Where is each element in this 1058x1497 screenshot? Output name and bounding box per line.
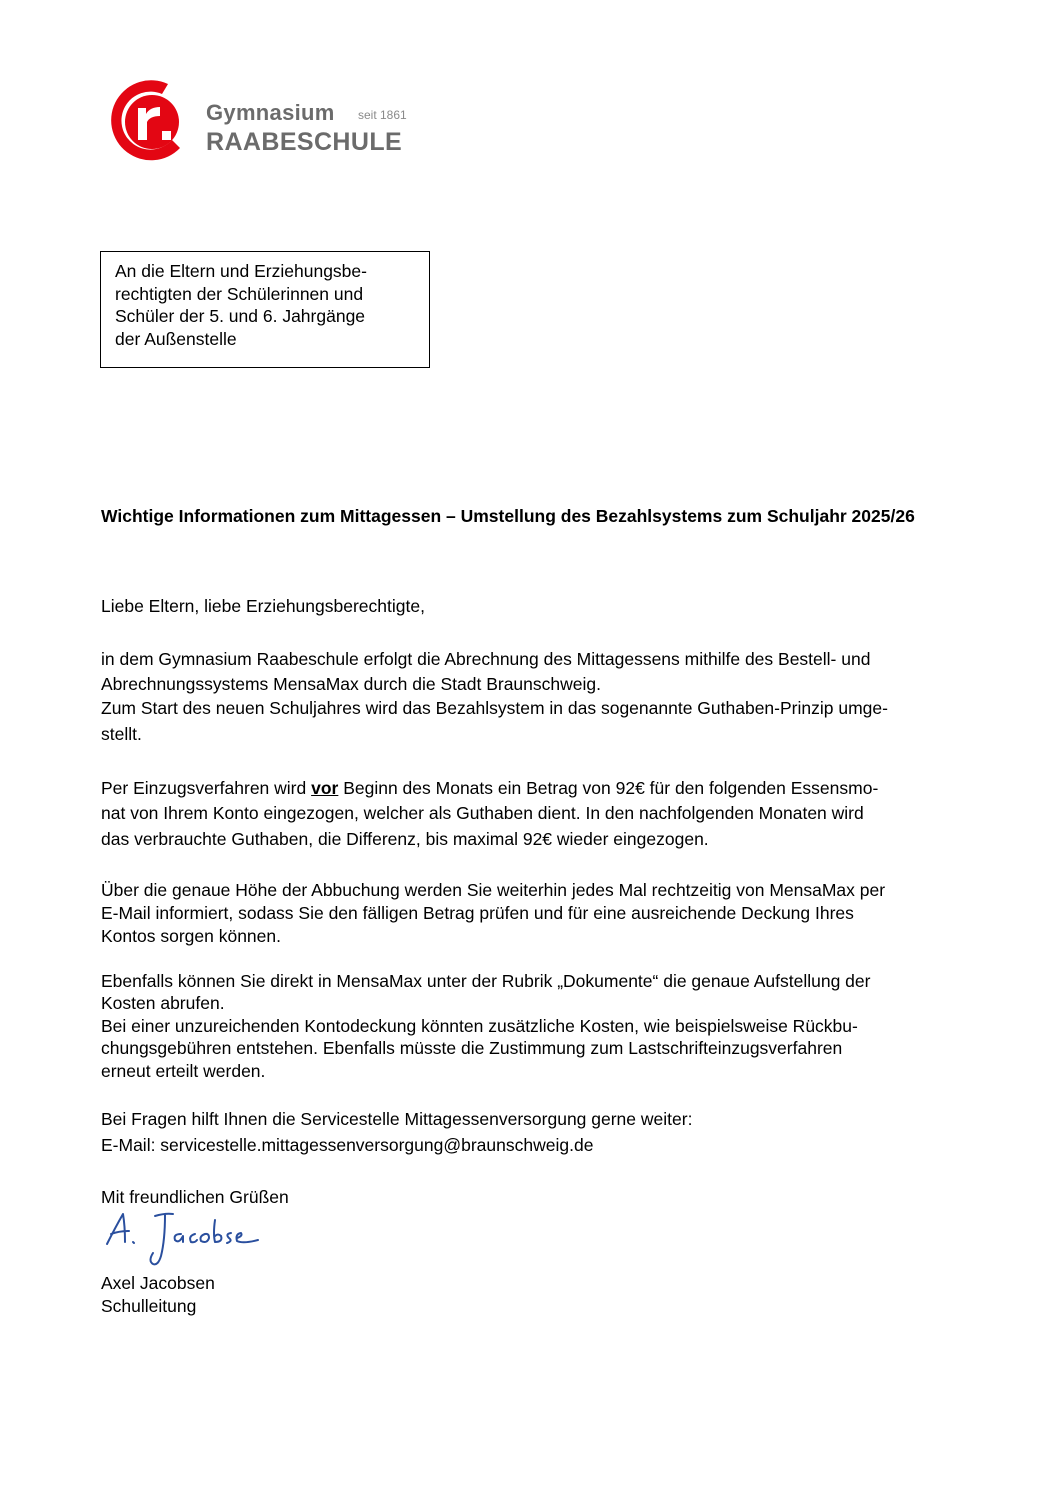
- paragraph-line: Bei Fragen hilft Ihnen die Servicestelle Mittagessenversorgung gerne weiter:: [101, 1109, 693, 1129]
- paragraph-line: Kontos sorgen können.: [101, 926, 281, 946]
- paragraph-line: stellt.: [101, 724, 142, 744]
- handwritten-signature: [103, 1206, 263, 1274]
- address-line: rechtigten der Schülerinnen und: [115, 283, 364, 304]
- recipient-address-box: [100, 251, 430, 368]
- signer-role: Schulleitung: [101, 1296, 197, 1316]
- logo-name: Gymnasium: [206, 100, 335, 125]
- paragraph-line: erneut erteilt werden.: [101, 1061, 266, 1081]
- paragraph-line: [101, 777, 878, 799]
- logo-since: seit 1861: [358, 108, 407, 122]
- paragraph-line: in dem Gymnasium Raabeschule erfolgt die Abrechnung des Mittagessens mithilfe des Bestell- und: [101, 649, 871, 669]
- contact-email: E-Mail: servicestelle.mittagessenversorgung@braunschweig.de: [101, 1135, 594, 1155]
- paragraph-line: das verbrauchte Guthaben, die Differenz, bis maximal 92€ wieder eingezogen.: [101, 829, 709, 849]
- paragraph-line: Abrechnungssystems MensaMax durch die Stadt Braunschweig.: [101, 674, 601, 694]
- closing: Mit freundlichen Grüßen: [101, 1187, 289, 1207]
- letter-subject: Wichtige Informationen zum Mittagessen – Umstellung des Bezahlsystems zum Schuljahr 2025/26: [101, 506, 915, 526]
- text-run: Per Einzugsverfahren wird: [101, 778, 312, 798]
- paragraph-line: E-Mail informiert, sodass Sie den fälligen Betrag prüfen und für eine ausreichende Deckung Ihres: [101, 903, 854, 923]
- address-line: Schüler der 5. und 6. Jahrgänge: [115, 306, 366, 326]
- signer-name: Axel Jacobsen: [101, 1273, 215, 1293]
- emphasis-vor: vor: [311, 778, 339, 798]
- address-line: der Außenstelle: [115, 328, 237, 349]
- greeting: Liebe Eltern, liebe Erziehungsberechtigte,: [101, 596, 425, 616]
- paragraph-line: chungsgebühren entstehen. Ebenfalls müsste die Zustimmung zum Lastschrifteinzugsverfahren: [101, 1038, 843, 1058]
- address-line: An die Eltern und Erziehungsbe-: [115, 261, 367, 281]
- paragraph-line: Ebenfalls können Sie direkt in MensaMax unter der Rubrik „Dokumente“ die genaue Aufstellung der: [101, 971, 871, 991]
- paragraph-line: Über die genaue Höhe der Abbuchung werden Sie weiterhin jedes Mal rechtzeitig von MensaMax per: [101, 880, 886, 900]
- paragraph-line: Zum Start des neuen Schuljahres wird das Bezahlsystem in das sogenannte Guthaben-Prinzip umge-: [101, 698, 888, 718]
- paragraph-line: nat von Ihrem Konto eingezogen, welcher als Guthaben dient. In den nachfolgenden Monaten wird: [101, 803, 864, 823]
- logo-school-name: RAABESCHULE: [206, 128, 403, 156]
- school-logo: [106, 78, 426, 164]
- paragraph-line: Bei einer unzureichenden Kontodeckung könnten zusätzliche Kosten, wie beispielsweise Rückbu-: [101, 1016, 858, 1036]
- paragraph-line: Kosten abrufen.: [101, 993, 225, 1013]
- logo-mark-icon: [106, 78, 192, 164]
- text-run: Beginn des Monats ein Betrag von 92€ für den folgenden Essensmo-: [338, 778, 879, 798]
